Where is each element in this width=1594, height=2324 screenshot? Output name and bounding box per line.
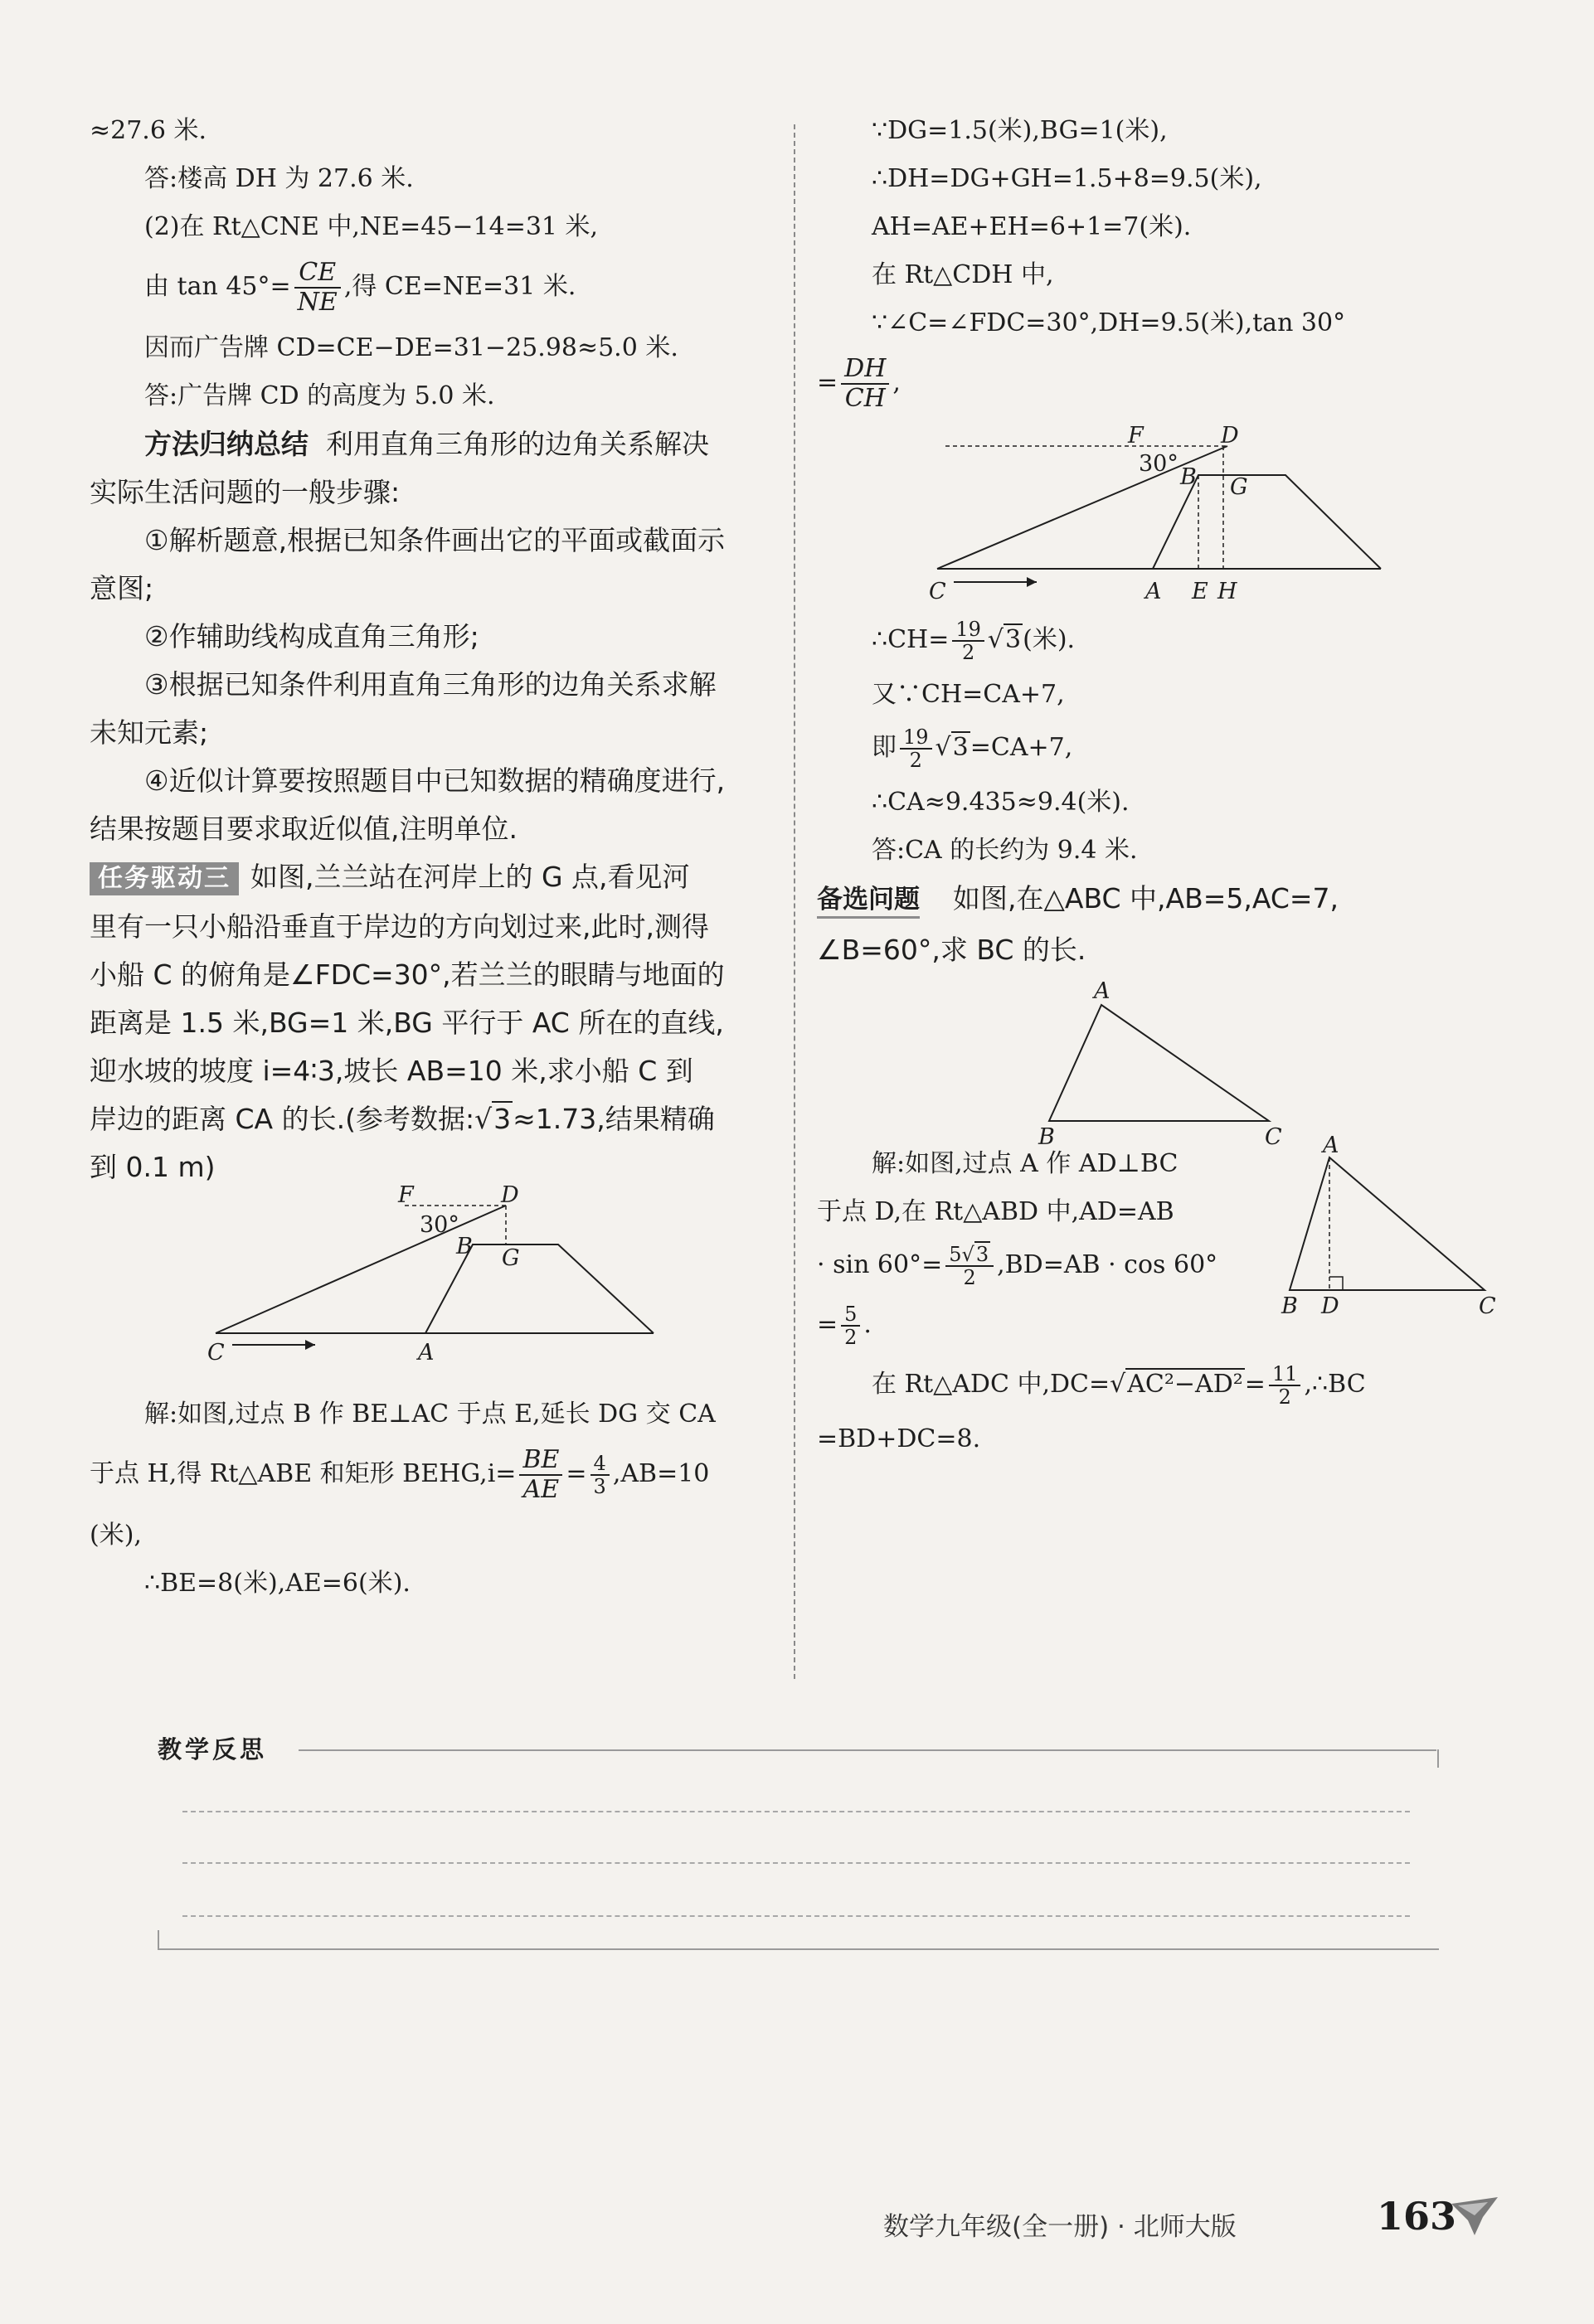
label-d: D bbox=[1221, 423, 1239, 449]
triangle-abc bbox=[1290, 1157, 1485, 1290]
text-line: ≈27.6 米. bbox=[90, 116, 207, 145]
text-line: 因而广告牌 CD=CE−DE=31−25.98≈5.0 米. bbox=[144, 333, 678, 362]
text-segment: 在 Rt△ADC 中,DC= bbox=[872, 1370, 1110, 1399]
label-d: D bbox=[501, 1182, 519, 1208]
text-line: AH=AE+EH=6+1=7(米). bbox=[872, 212, 1192, 241]
arrow-head bbox=[305, 1340, 315, 1350]
text-line bbox=[817, 726, 1505, 771]
step-line: ①解析题意,根据已知条件画出它的平面或截面示 bbox=[144, 524, 726, 556]
page-number: 163 bbox=[1377, 2194, 1457, 2239]
text-segment: = bbox=[566, 1459, 587, 1488]
label-h: H bbox=[1217, 579, 1237, 604]
text-line bbox=[817, 355, 1505, 413]
trapezoid-figure-right bbox=[817, 423, 1505, 619]
text-segment: =CA+7, bbox=[970, 733, 1073, 762]
text-segment: · sin 60°= bbox=[817, 1250, 943, 1279]
label-b: B bbox=[1180, 464, 1197, 490]
numerator: 19 bbox=[900, 726, 932, 750]
text-segment: ≈1.73,结果精确 bbox=[513, 1103, 715, 1135]
label-a: A bbox=[1094, 978, 1110, 1004]
numerator: 19 bbox=[952, 619, 984, 642]
step-line: 未知元素; bbox=[90, 716, 209, 749]
task-line: 小船 C 的俯角是∠FDC=30°,若兰兰的眼睛与地面的 bbox=[90, 958, 725, 991]
text-line: ∵DG=1.5(米),BG=1(米), bbox=[872, 116, 1168, 145]
numerator: 11 bbox=[1269, 1363, 1301, 1386]
label-g: G bbox=[1230, 474, 1248, 500]
solution-line: =BD+DC=8. bbox=[817, 1424, 981, 1453]
text-line bbox=[817, 619, 1505, 663]
text-segment: 岸边的距离 CA 的长.(参考数据: bbox=[90, 1103, 475, 1135]
label-angle: 30° bbox=[1139, 451, 1178, 477]
book-title-footer: 数学九年级(全一册) · 北师大版 bbox=[883, 2212, 1237, 2242]
text-segment: ,BD=AB · cos 60° bbox=[997, 1250, 1218, 1279]
denominator: 2 bbox=[961, 641, 975, 664]
alt-solution-block bbox=[817, 1133, 1505, 1456]
label-b: B bbox=[456, 1234, 473, 1259]
denominator: AE bbox=[522, 1475, 560, 1504]
fraction bbox=[841, 355, 889, 413]
text-line: ∴DH=DG+GH=1.5+8=9.5(米), bbox=[872, 164, 1262, 193]
label-f: F bbox=[398, 1182, 414, 1208]
label-a: A bbox=[1323, 1133, 1339, 1158]
sqrt-content: 3 bbox=[975, 1243, 989, 1266]
text-line: (2)在 Rt△CNE 中,NE=45−14=31 米, bbox=[144, 212, 599, 241]
text-segment: 由 tan 45°= bbox=[144, 272, 291, 301]
step-line: ②作辅助线构成直角三角形; bbox=[144, 620, 479, 653]
sqrt-content: 3 bbox=[1005, 625, 1022, 654]
label-c: C bbox=[1265, 1124, 1282, 1150]
solution-line: (米), bbox=[90, 1521, 142, 1550]
sqrt-content: 3 bbox=[493, 1103, 512, 1135]
sqrt-sign: √ bbox=[474, 1103, 493, 1135]
text-segment: 利用直角三角形的边角关系解决 bbox=[325, 428, 709, 460]
teaching-reflection-title: 教学反思 bbox=[158, 1735, 268, 1764]
reflection-left-tick bbox=[158, 1930, 159, 1948]
step-line: 意图; bbox=[90, 572, 154, 604]
numerator: 5 bbox=[841, 1303, 860, 1327]
task-line bbox=[90, 1103, 770, 1136]
denominator: 2 bbox=[1278, 1385, 1291, 1409]
fraction bbox=[841, 1303, 860, 1348]
task-line: 距离是 1.5 米,BG=1 米,BG 平行于 AC 所在的直线, bbox=[90, 1007, 724, 1039]
task-line bbox=[90, 861, 770, 895]
label-c: C bbox=[1479, 1293, 1496, 1319]
fraction bbox=[519, 1446, 562, 1504]
denominator: CH bbox=[844, 384, 886, 413]
text-line: ∵∠C=∠FDC=30°,DH=9.5(米),tan 30° bbox=[872, 308, 1346, 337]
triangle-abc bbox=[1049, 1005, 1269, 1121]
denominator: 2 bbox=[909, 749, 922, 772]
label-a: A bbox=[418, 1340, 435, 1366]
text-line: ∴CA≈9.435≈9.4(米). bbox=[872, 788, 1130, 817]
arrow-head bbox=[1027, 577, 1037, 587]
label-c: C bbox=[207, 1340, 225, 1366]
sqrt-sign: √ bbox=[961, 1243, 974, 1266]
alt-problem-line bbox=[817, 882, 1505, 919]
task-tag: 任务驱动三 bbox=[90, 862, 239, 895]
text-segment: , bbox=[892, 368, 901, 397]
corner-ornament-icon bbox=[1450, 2195, 1499, 2237]
sqrt-sign: √ bbox=[935, 733, 951, 762]
label-a: A bbox=[1145, 579, 1162, 604]
line-cd bbox=[216, 1206, 506, 1333]
solution-line: 于点 D,在 Rt△ABD 中,AD=AB bbox=[817, 1197, 1174, 1226]
label-c: C bbox=[929, 579, 946, 604]
solution-line bbox=[90, 1446, 770, 1504]
sqrt-sign: √ bbox=[987, 625, 1004, 654]
text-segment: 如图,兰兰站在河岸上的 G 点,看见河 bbox=[250, 861, 690, 893]
text-line bbox=[90, 259, 770, 317]
solution-line: 解:如图,过点 B 作 BE⊥AC 于点 E,延长 DG 交 CA bbox=[144, 1400, 716, 1429]
text-line: 在 Rt△CDH 中, bbox=[872, 260, 1054, 289]
reflection-top-rule bbox=[299, 1749, 1436, 1751]
reflection-right-tick bbox=[1437, 1749, 1439, 1768]
alt-problem-tag: 备选问题 bbox=[817, 883, 920, 919]
numerator-coef: 5 bbox=[949, 1243, 962, 1266]
method-summary-title: 方法归纳总结 bbox=[144, 428, 309, 460]
fraction bbox=[1269, 1363, 1301, 1408]
alt-problem-line: ∠B=60°,求 BC 的长. bbox=[817, 934, 1086, 966]
solution-line bbox=[817, 1363, 1505, 1408]
triangle-figure-bottom bbox=[1265, 1133, 1514, 1332]
task-line: 到 0.1 m) bbox=[90, 1151, 216, 1183]
text-line: 答:楼高 DH 为 27.6 米. bbox=[144, 164, 414, 193]
sqrt-content: AC²−AD² bbox=[1127, 1370, 1243, 1399]
fraction bbox=[952, 619, 984, 663]
text-segment: = bbox=[817, 1310, 838, 1339]
numerator: BE bbox=[519, 1446, 562, 1476]
column-divider bbox=[794, 124, 795, 1679]
label-f: F bbox=[1128, 423, 1144, 449]
text-line: 答:CA 的长约为 9.4 米. bbox=[872, 836, 1138, 865]
method-summary-line bbox=[90, 428, 770, 461]
task-line: 迎水坡的坡度 i=4∶3,坡长 AB=10 米,求小船 C 到 bbox=[90, 1055, 693, 1087]
reflection-writing-line[interactable] bbox=[182, 1811, 1410, 1812]
text-segment: ,∴BC bbox=[1304, 1370, 1366, 1399]
teaching-reflection-box bbox=[158, 1731, 1439, 1955]
triangle-figure-top bbox=[817, 978, 1505, 1150]
reflection-writing-line[interactable] bbox=[182, 1915, 1410, 1917]
numerator bbox=[945, 1244, 994, 1267]
label-angle: 30° bbox=[420, 1212, 459, 1238]
trapezoid-figure-left bbox=[90, 1182, 770, 1398]
text-line: 答:广告牌 CD 的高度为 5.0 米. bbox=[144, 381, 495, 410]
reflection-bottom-rule bbox=[158, 1948, 1439, 1950]
text-segment: 如图,在△ABC 中,AB=5,AC=7, bbox=[953, 882, 1339, 915]
text-segment: . bbox=[863, 1310, 872, 1339]
ornament-shape bbox=[1451, 2197, 1498, 2235]
text-segment: (米). bbox=[1023, 625, 1076, 654]
text-segment: 即 bbox=[872, 733, 897, 762]
right-column bbox=[817, 114, 1505, 1471]
fraction bbox=[945, 1244, 994, 1288]
label-d: D bbox=[1321, 1293, 1339, 1319]
solution-line: 解:如图,过点 A 作 AD⊥BC bbox=[872, 1149, 1178, 1178]
fraction bbox=[294, 259, 341, 317]
numerator: CE bbox=[294, 259, 341, 289]
text-line: 又∵CH=CA+7, bbox=[872, 680, 1065, 709]
text-segment: = bbox=[817, 368, 838, 397]
denominator: 3 bbox=[593, 1475, 606, 1498]
text-segment: ,得 CE=NE=31 米. bbox=[343, 272, 576, 301]
step-line: ④近似计算要按照题目中已知数据的精确度进行, bbox=[144, 764, 726, 797]
fraction bbox=[900, 726, 932, 771]
denominator: NE bbox=[297, 288, 338, 317]
text-segment: 于点 H,得 Rt△ABE 和矩形 BEHG,i= bbox=[90, 1459, 517, 1488]
right-angle-mark bbox=[1329, 1277, 1343, 1290]
left-column bbox=[90, 114, 770, 1615]
label-b: B bbox=[1281, 1293, 1298, 1319]
solution-line: ∴BE=8(米),AE=6(米). bbox=[144, 1569, 411, 1598]
label-b: B bbox=[1038, 1124, 1055, 1150]
text-segment: = bbox=[1244, 1370, 1266, 1399]
step-line: 结果按题目要求取近似值,注明单位. bbox=[90, 813, 518, 845]
numerator: DH bbox=[841, 355, 889, 385]
step-line: ③根据已知条件利用直角三角形的边角关系求解 bbox=[144, 668, 717, 701]
text-line: 实际生活问题的一般步骤: bbox=[90, 476, 401, 508]
task-line: 里有一只小船沿垂直于岸边的方向划过来,此时,测得 bbox=[90, 910, 709, 943]
denominator: 2 bbox=[963, 1266, 976, 1289]
label-g: G bbox=[502, 1245, 520, 1271]
text-segment: ∴CH= bbox=[872, 625, 950, 654]
denominator: 2 bbox=[844, 1326, 858, 1349]
reflection-writing-line[interactable] bbox=[182, 1862, 1410, 1864]
label-e: E bbox=[1192, 579, 1208, 604]
numerator: 4 bbox=[590, 1453, 610, 1476]
sqrt-content: 3 bbox=[952, 733, 969, 762]
fraction bbox=[590, 1453, 610, 1497]
sqrt-sign: √ bbox=[1110, 1370, 1126, 1399]
text-segment: ,AB=10 bbox=[612, 1459, 710, 1488]
